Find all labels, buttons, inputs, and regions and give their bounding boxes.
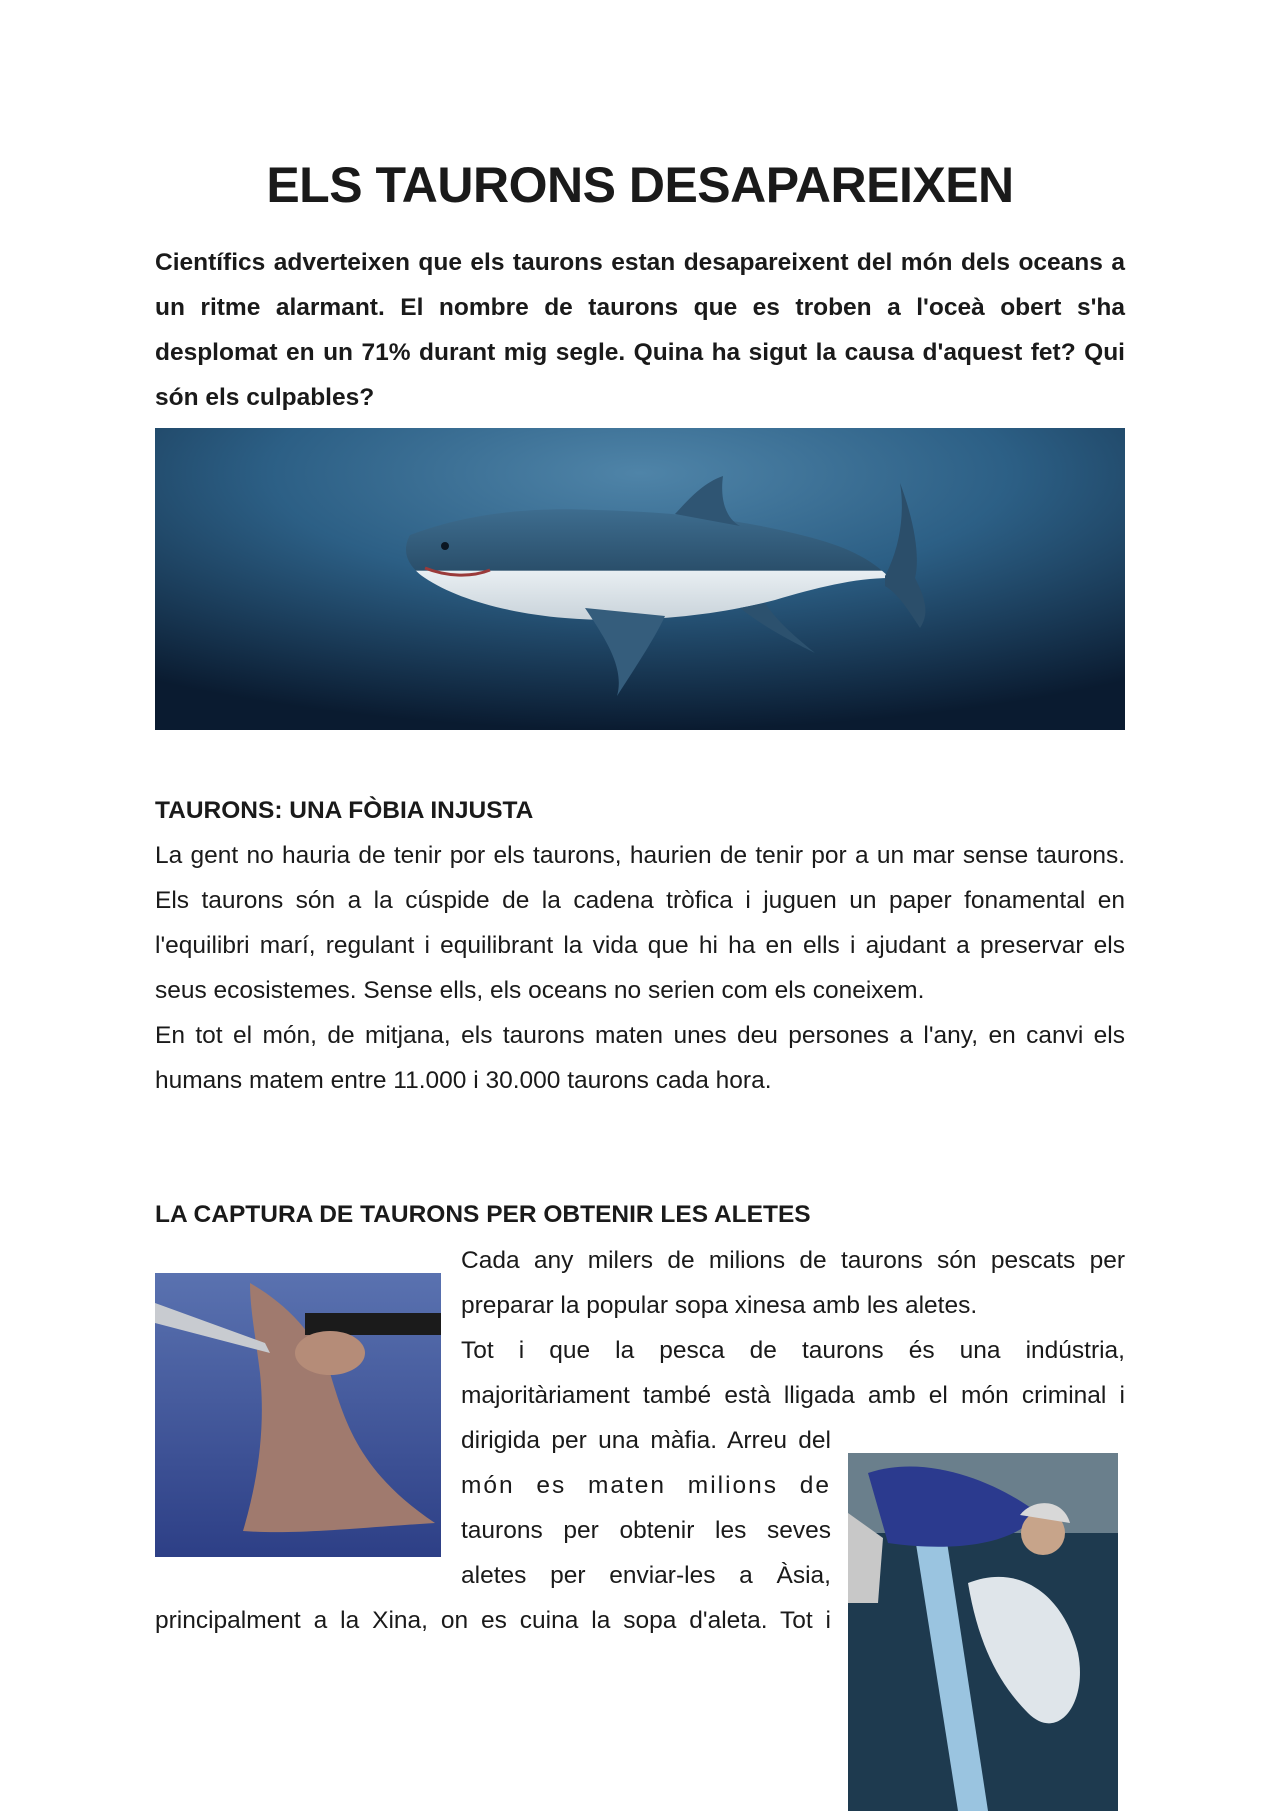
lead-paragraph: Científics adverteixen que els taurons estan desapareixent del món dels oceans a un ritme alarmant. El nombre de taurons que es troben a l'oceà obert s'ha desplomat en un 71% durant mig segle. Quina ha sigut la causa d'aquest fet? Qui són els culpables? — [155, 249, 1125, 411]
section-body-fobia — [155, 833, 1125, 1103]
captura-line: Tot i que la pesca de taurons és una indústria, — [461, 1337, 1125, 1364]
captura-line: taurons per obtenir les seves — [461, 1517, 831, 1544]
captura-line: principalment a la Xina, on es cuina la sopa d'aleta. Tot i — [155, 1607, 831, 1634]
section-heading-captura: LA CAPTURA DE TAURONS PER OBTENIR LES ALETES — [155, 1201, 811, 1228]
shark-photo — [155, 428, 1125, 730]
captura-line: dirigida per una màfia. Arreu del — [461, 1427, 831, 1454]
captura-line: preparar la popular sopa xinesa amb les aletes. — [461, 1292, 978, 1319]
section-heading-fobia: TAURONS: UNA FÒBIA INJUSTA — [155, 797, 534, 824]
paragraph: La gent no hauria de tenir por els taurons, haurien de tenir por a un mar sense taurons. Els taurons són a la cúspide de la cadena tròfica i juguen un paper fonamental en l'equilibri marí, regulant i equilibrant la vida que hi ha en ells i ajudant a preservar els seus ecosistemes. Sense ells, els oceans no serien com els coneixem. — [155, 842, 1125, 1004]
paragraph: En tot el món, de mitjana, els taurons maten unes deu persones a l'any, en canvi els humans matem entre 11.000 i 30.000 taurons cada hora. — [155, 1022, 1125, 1094]
shark-fin-photo — [155, 1273, 441, 1557]
captura-line: Cada any milers de milions de taurons són pescats per — [461, 1247, 1125, 1274]
captura-line: majoritàriament també està lligada amb el món criminal i — [461, 1382, 1125, 1409]
captura-line: món es maten milions de — [461, 1472, 831, 1499]
page-title: ELS TAURONS DESAPAREIXEN — [266, 157, 1014, 213]
captura-line: aletes per enviar-les a Àsia, — [461, 1562, 831, 1589]
fisherman-photo — [848, 1453, 1118, 1811]
